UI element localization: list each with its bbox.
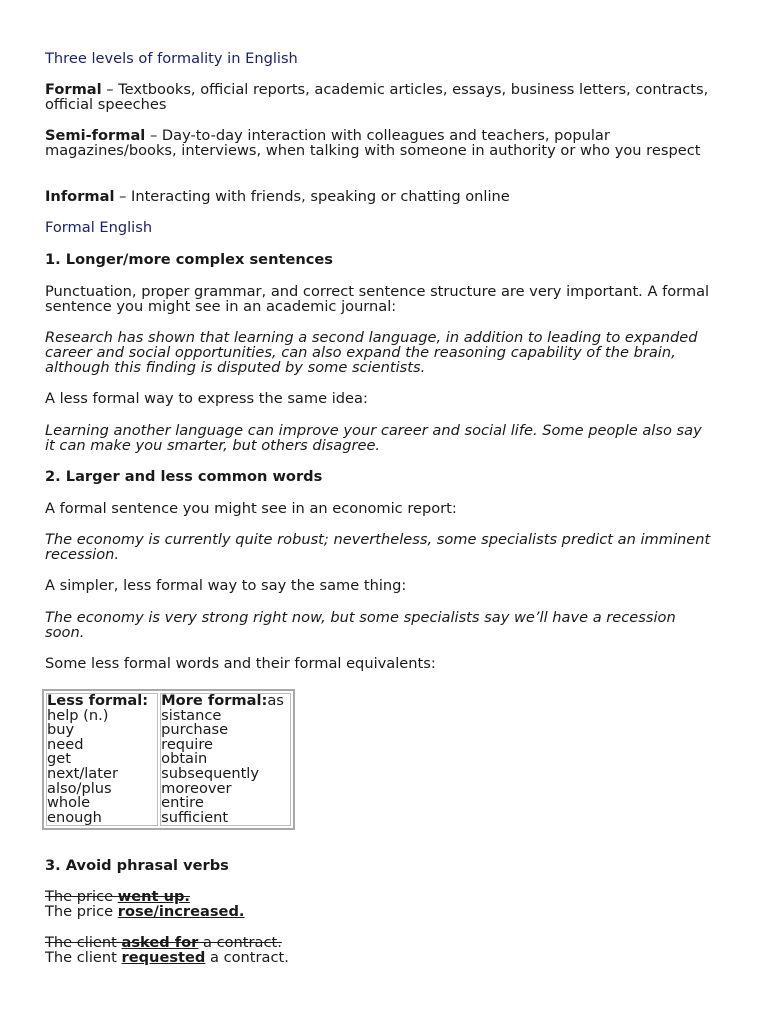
word: enough [47, 808, 102, 826]
word: whole [47, 794, 91, 812]
less-formal-column [46, 693, 158, 826]
more-formal-column [160, 693, 291, 826]
word: moreover [161, 779, 232, 797]
word: subsequently [161, 764, 259, 782]
column-label: Less formal: [47, 692, 149, 709]
word: obtain [161, 750, 208, 768]
example-text: a contract. [198, 934, 282, 951]
point3-heading: 3. Avoid phrasal verbs [45, 857, 229, 874]
word: entire [161, 794, 204, 812]
word: help (n.) [47, 706, 109, 724]
level-term: Formal [45, 81, 102, 98]
formal-verb: rose/increased. [117, 903, 245, 920]
word: require [161, 735, 214, 753]
word: purchase [161, 721, 229, 739]
example-text: a contract. [205, 949, 289, 966]
point2-intro: A formal sentence you might see in an economic report: [45, 500, 457, 517]
section-heading: Formal English [45, 219, 153, 236]
word: next/later [47, 764, 118, 782]
word: also/plus [47, 779, 112, 797]
level-desc: – Interacting with friends, speaking or chatting online [114, 188, 510, 205]
example-text: The price [45, 903, 118, 920]
point1-formal-example: Research has shown that learning a second language, in addition to leading to expanded career and social opportunities, can also expand the reasoning capability of the brain, although this finding is disputed by some scientists. [45, 329, 698, 376]
example-text: The price [45, 888, 118, 905]
level-term: Semi-formal [45, 127, 146, 144]
formal-verb: requested [121, 949, 206, 966]
level-formal [45, 82, 716, 112]
example-pair [45, 889, 716, 919]
correct-example [45, 949, 289, 966]
level-semi-formal [45, 128, 716, 158]
column-label: More formal: [161, 692, 268, 709]
point2-formal-example: The economy is currently quite robust; nevertheless, some specialists predict an imminent recession. [45, 531, 711, 563]
level-desc: – Day-to-day interaction with colleagues and teachers, popular magazines/books, interviews, when talking with someone in authority or who you respect [45, 127, 701, 159]
correct-example [45, 903, 244, 920]
word: get [47, 750, 71, 768]
formality-word-table [42, 689, 295, 830]
point2-heading: 2. Larger and less common words [45, 468, 323, 485]
example-text: The client [45, 949, 122, 966]
level-desc: – Textbooks, official reports, academic articles, essays, business letters, contracts, official speeches [45, 81, 709, 113]
point1-intro: Punctuation, proper grammar, and correct sentence structure are very important. A formal sentence you might see in an academic journal: [45, 283, 710, 315]
point2-less-example: The economy is very strong right now, but some specialists say we’ll have a recession soon. [45, 609, 676, 641]
level-informal [45, 189, 716, 204]
point1-heading: 1. Longer/more complex sentences [45, 251, 333, 268]
document-title: Three levels of formality in English [45, 50, 298, 67]
example-text: The client [45, 934, 122, 951]
point1-less-example: Learning another language can improve your career and social life. Some people also say it can make you smarter, but others disagree. [45, 422, 702, 454]
level-term: Informal [45, 188, 115, 205]
phrasal-verb: went up. [117, 888, 190, 905]
phrasal-verb: asked for [121, 934, 199, 951]
word: need [47, 735, 84, 753]
word: sufficient [161, 808, 229, 826]
word: buy [47, 721, 75, 739]
word: assistance [161, 692, 284, 724]
point1-less-intro: A less formal way to express the same idea: [45, 390, 368, 407]
example-pair [45, 935, 716, 965]
point2-less-intro: A simpler, less formal way to say the same thing: [45, 577, 407, 594]
table-intro: Some less formal words and their formal equivalents: [45, 655, 436, 672]
